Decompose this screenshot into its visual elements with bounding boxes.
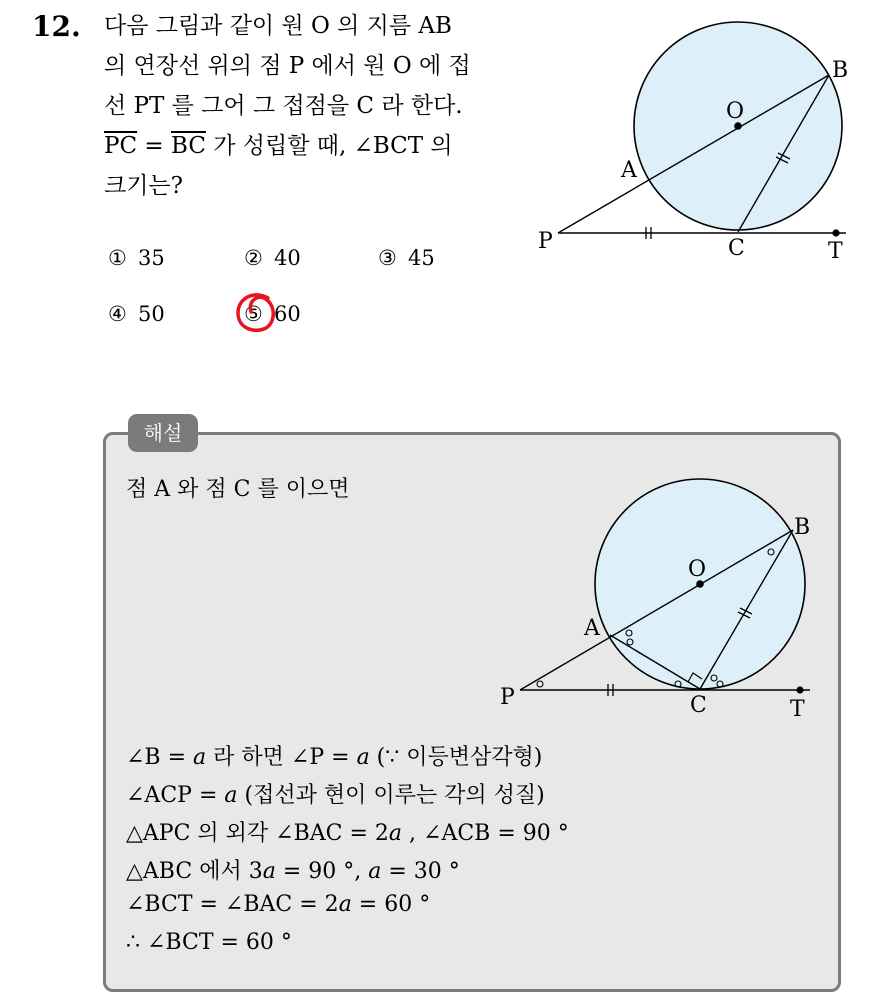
question-line: 크기는?	[104, 173, 183, 199]
math-var: a	[262, 859, 276, 884]
math-text: ∠ACP =	[126, 783, 225, 808]
label-p: P	[538, 229, 553, 254]
label-a: A	[584, 616, 600, 641]
choice-value: 50	[138, 302, 165, 326]
choice-mark: ⑤	[244, 302, 263, 326]
choice-mark: ②	[244, 246, 263, 270]
label-t: T	[828, 239, 843, 264]
solution-tag: 해설	[128, 414, 198, 452]
math-text: 라 하면 ∠P =	[206, 745, 357, 770]
math-text: ∠BCT = ∠BAC = 2	[126, 892, 339, 917]
math-text: , ∠ACB = 90 °	[402, 821, 569, 846]
math-text: ∴ ∠BCT = 60 °	[126, 930, 292, 955]
label-p: P	[500, 685, 515, 710]
solution-figure	[488, 472, 828, 722]
solution-line	[126, 854, 686, 885]
math-var: a	[368, 859, 382, 884]
point-t-dot	[796, 686, 803, 693]
solution-line-conclusion	[126, 930, 686, 955]
math-var: a	[356, 745, 370, 770]
math-var: a	[388, 821, 403, 846]
choice-value: 45	[408, 246, 435, 270]
choice-value: 60	[274, 302, 301, 326]
choice-2[interactable]	[244, 246, 301, 270]
math-var: a	[338, 892, 352, 917]
math-text: = 30 °	[381, 859, 460, 884]
question-figure	[526, 0, 856, 270]
choice-3[interactable]	[378, 246, 435, 270]
label-o: O	[726, 99, 745, 124]
label-b: B	[832, 58, 849, 83]
question-line: 선 PT 를 그어 그 접점을 C 라 한다.	[104, 93, 463, 119]
choice-value: 35	[138, 246, 165, 270]
choice-value: 40	[274, 246, 301, 270]
question-line-equation	[104, 126, 524, 166]
math-var: a	[224, 783, 238, 808]
math-text: △APC 의 외각 ∠BAC = 2	[126, 821, 389, 846]
solution-line	[126, 778, 686, 809]
math-text: = 60 °	[351, 892, 431, 917]
equals-sign: =	[137, 133, 171, 159]
math-text: △ABC 에서 3	[126, 859, 263, 884]
question-number: 12.	[32, 10, 81, 43]
choice-1[interactable]	[108, 246, 165, 270]
question-line: 의 연장선 위의 점 P 에서 원 O 에 접	[104, 53, 471, 79]
label-c: C	[728, 236, 745, 261]
question-line: 가 성립할 때, ∠BCT 의	[213, 133, 453, 159]
label-o: O	[688, 557, 707, 582]
segment-bc: $\overline{BC}$	[170, 133, 206, 159]
choice-4[interactable]	[108, 302, 165, 326]
label-a: A	[621, 158, 637, 183]
math-text: = 90 °,	[275, 859, 369, 884]
solution-line	[126, 892, 686, 917]
math-text: ∠B =	[126, 745, 194, 770]
answer-circle-mark	[234, 290, 280, 336]
question-text	[104, 6, 524, 206]
solution-intro: 점 A 와 점 C 를 이으면	[126, 477, 350, 502]
label-c: C	[690, 693, 707, 718]
solution-line	[126, 816, 686, 847]
label-b: B	[794, 515, 811, 540]
label-t: T	[790, 697, 805, 722]
math-text: (∵ 이등변삼각형)	[369, 745, 543, 770]
math-text: (접선과 현이 이루는 각의 성질)	[237, 783, 545, 808]
choice-mark: ③	[378, 246, 397, 270]
math-var: a	[193, 745, 207, 770]
solution-line	[126, 740, 686, 771]
point-t-dot	[832, 229, 839, 236]
angle-mark	[537, 681, 543, 687]
segment-pc: $\overline{PC}$	[104, 133, 138, 159]
choice-mark: ①	[108, 246, 127, 270]
choice-mark: ④	[108, 302, 127, 326]
question-line: 다음 그림과 같이 원 O 의 지름 AB	[104, 13, 452, 39]
